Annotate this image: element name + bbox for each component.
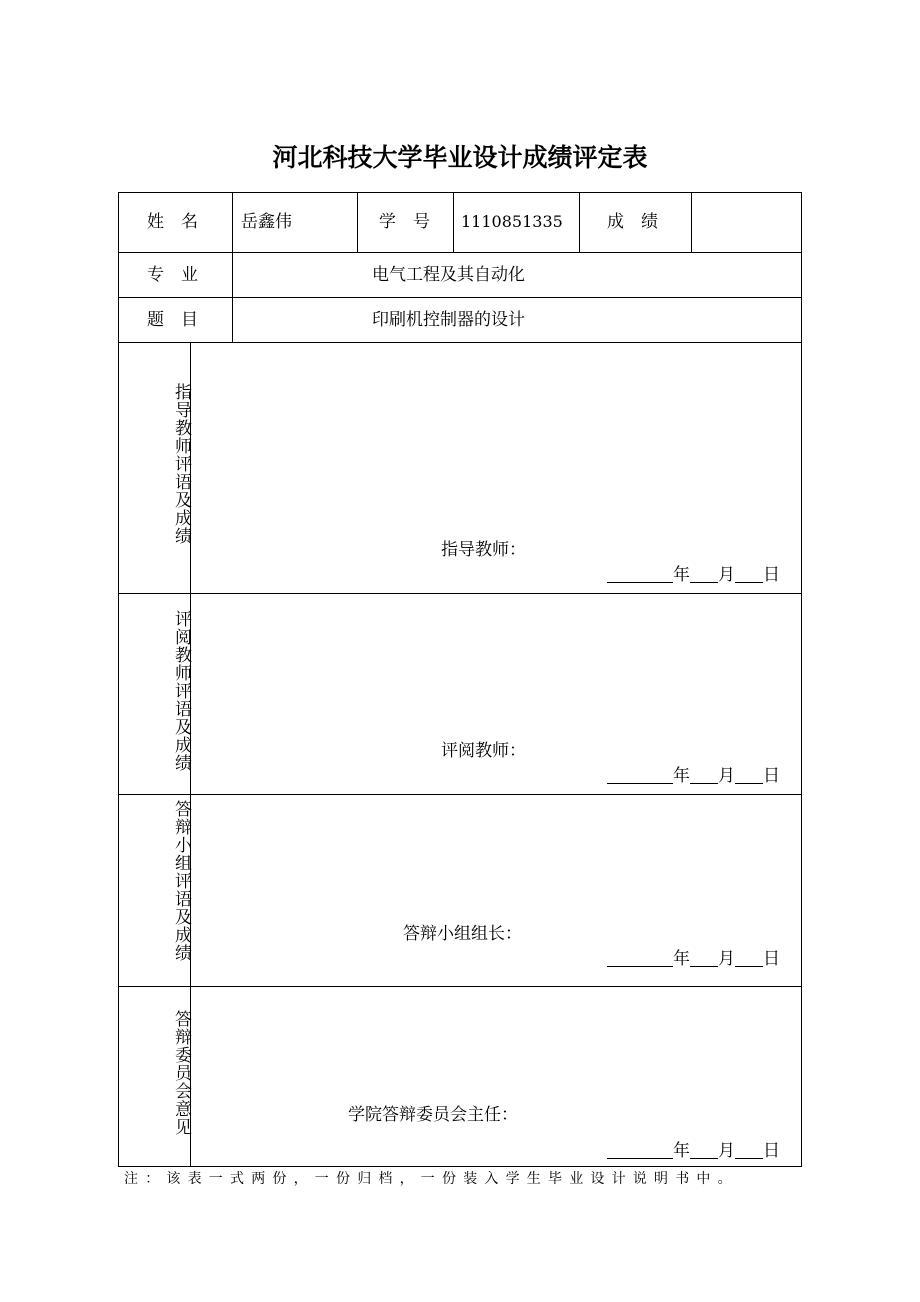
major-label: 专 业 <box>147 265 198 285</box>
defense-group-signer: 答辩小组组长： <box>403 924 522 944</box>
grade-value-cell <box>691 192 802 253</box>
name-value: 岳鑫伟 <box>241 212 292 232</box>
student-id-label: 学 号 <box>379 212 430 232</box>
footnote: 注：该表一式两份，一份归档，一份装入学生毕业设计说明书中。 <box>124 1171 739 1187</box>
reviewer-signer: 评阅教师： <box>441 741 526 761</box>
month-unit: 月 <box>718 565 735 585</box>
year-unit: 年 <box>673 565 690 585</box>
month-unit: 月 <box>718 949 735 969</box>
month-blank[interactable] <box>690 1142 718 1159</box>
month-unit: 月 <box>718 766 735 786</box>
year-unit: 年 <box>673 949 690 969</box>
advisor-section-label: 指导教师评语及成绩 <box>171 383 191 545</box>
advisor-date <box>607 566 780 584</box>
committee-date <box>607 1142 780 1160</box>
year-blank[interactable] <box>607 767 673 784</box>
day-blank[interactable] <box>735 1142 763 1159</box>
reviewer-section-label: 评阅教师评语及成绩 <box>171 610 191 772</box>
day-unit: 日 <box>763 565 780 585</box>
month-unit: 月 <box>718 1141 735 1161</box>
reviewer-comment-cell <box>190 593 802 795</box>
month-blank[interactable] <box>690 950 718 967</box>
name-label: 姓 名 <box>147 212 198 232</box>
year-unit: 年 <box>673 1141 690 1161</box>
year-blank[interactable] <box>607 566 673 583</box>
topic-label: 题 目 <box>147 310 198 330</box>
day-unit: 日 <box>763 1141 780 1161</box>
topic-value: 印刷机控制器的设计 <box>372 310 525 330</box>
day-unit: 日 <box>763 949 780 969</box>
page-title: 河北科技大学毕业设计成绩评定表 <box>272 143 648 172</box>
day-blank[interactable] <box>735 566 763 583</box>
day-blank[interactable] <box>735 767 763 784</box>
grade-label: 成 绩 <box>607 212 658 232</box>
year-blank[interactable] <box>607 950 673 967</box>
month-blank[interactable] <box>690 767 718 784</box>
committee-section-label: 答辩委员会意见 <box>171 1010 191 1136</box>
defense-group-section-label: 答辩小组评语及成绩 <box>171 800 191 962</box>
advisor-signer: 指导教师： <box>441 540 526 560</box>
reviewer-date <box>607 767 780 785</box>
day-unit: 日 <box>763 766 780 786</box>
committee-comment-cell <box>190 986 802 1167</box>
month-blank[interactable] <box>690 566 718 583</box>
year-unit: 年 <box>673 766 690 786</box>
committee-signer: 学院答辩委员会主任： <box>348 1105 518 1125</box>
defense-group-date <box>607 950 780 968</box>
major-value: 电气工程及其自动化 <box>372 265 525 285</box>
student-id-value: 1110851335 <box>461 212 563 231</box>
year-blank[interactable] <box>607 1142 673 1159</box>
day-blank[interactable] <box>735 950 763 967</box>
